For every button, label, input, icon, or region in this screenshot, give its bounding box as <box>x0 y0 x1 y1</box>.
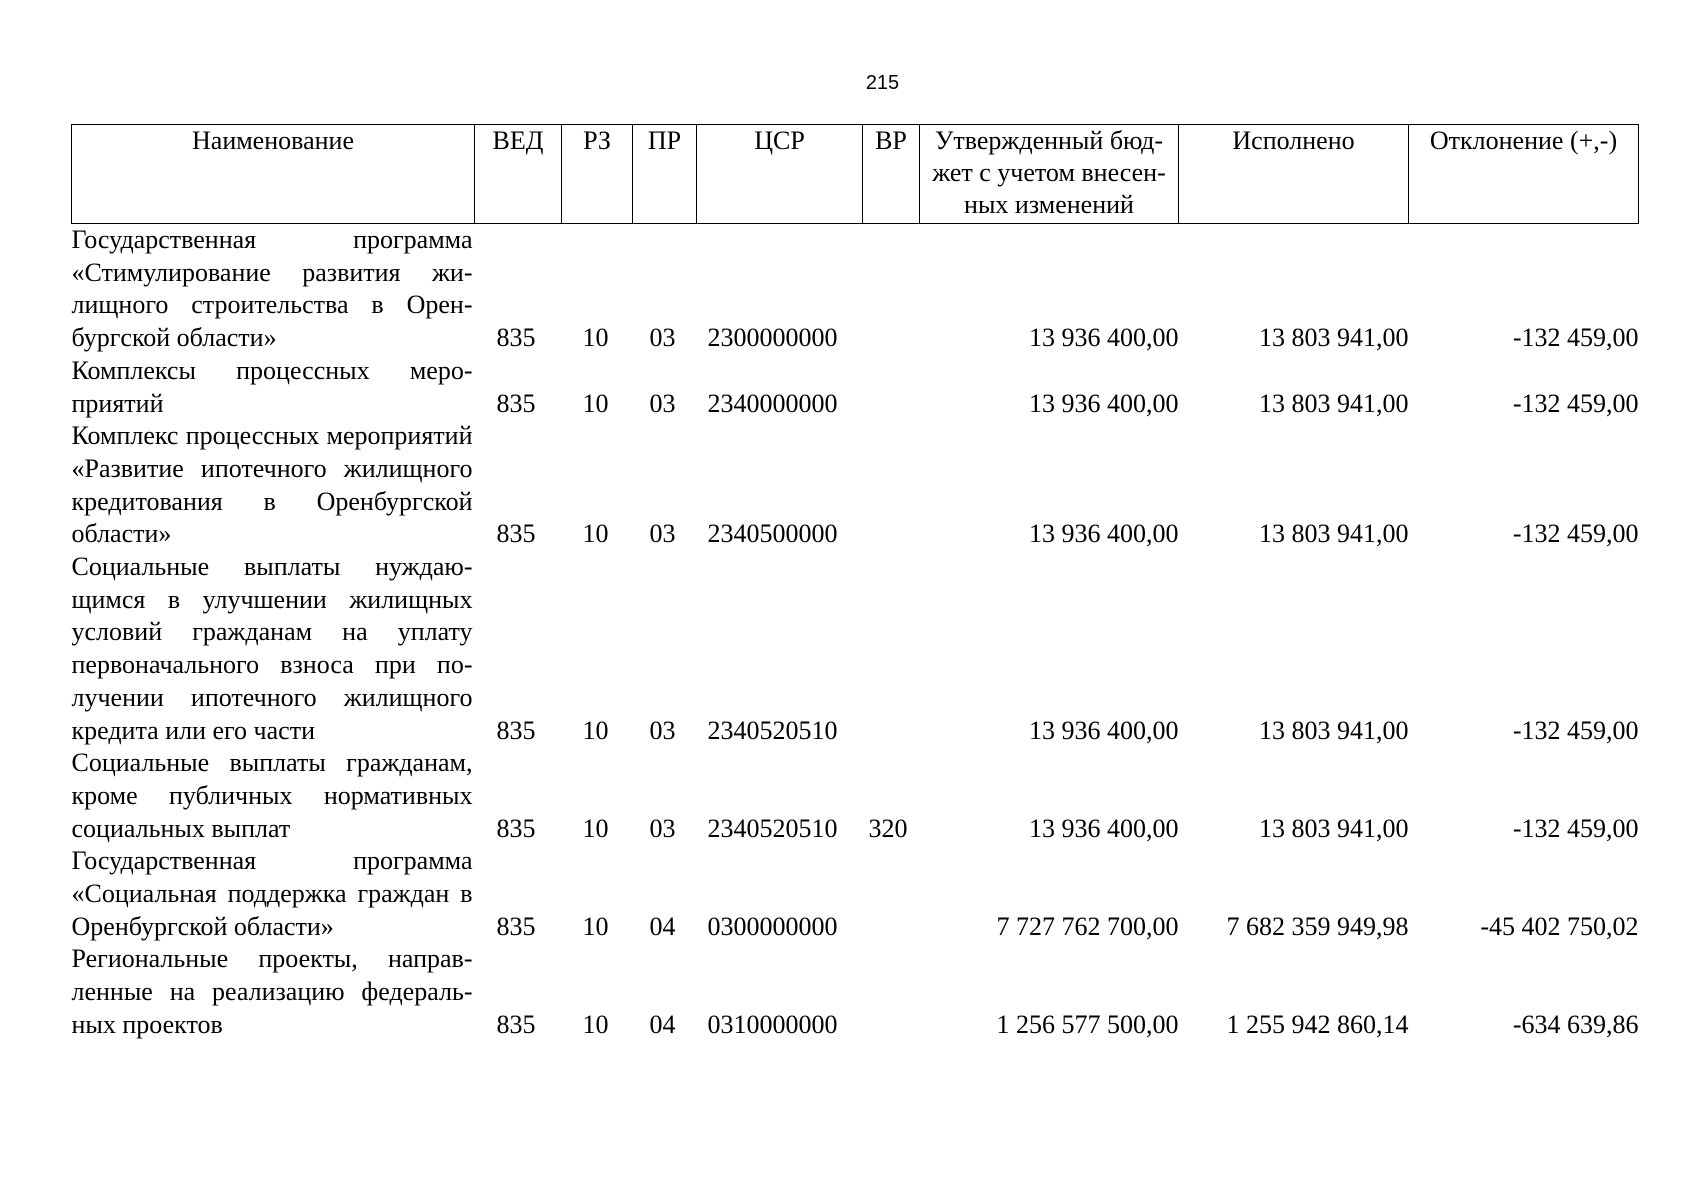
table-row <box>72 420 1639 551</box>
cell-name: Государственная программа «Социальная поддержка граждан в Оренбургской области» <box>71 846 473 941</box>
cell-rz: 10 <box>582 911 609 941</box>
cell-vr: 320 <box>868 813 908 843</box>
cell-ved: 835 <box>496 519 536 549</box>
cell-rz: 10 <box>582 519 609 549</box>
cell-executed: 1 255 942 860,14 <box>1226 1009 1409 1039</box>
header-approved-budget: Утвержденный бюд-жет с учетом внесен-ных изменений <box>920 125 1179 224</box>
table-row <box>72 943 1639 1041</box>
cell-pr: 03 <box>649 813 676 843</box>
cell-ved: 835 <box>496 813 536 843</box>
header-ved: ВЕД <box>475 125 562 224</box>
cell-csr: 2340000000 <box>707 388 838 418</box>
cell-deviation: -132 459,00 <box>1512 388 1639 418</box>
table-row <box>72 747 1639 845</box>
cell-ved: 835 <box>496 323 536 353</box>
cell-deviation: -45 402 750,02 <box>1480 911 1639 941</box>
header-name: Наименование <box>72 125 475 224</box>
cell-vr <box>863 943 920 1041</box>
header-deviation: Отклонение (+,-) <box>1409 125 1639 224</box>
cell-pr: 03 <box>649 323 676 353</box>
cell-executed: 13 803 941,00 <box>1259 519 1409 549</box>
table-row <box>72 551 1639 747</box>
cell-rz: 10 <box>582 715 609 745</box>
table-row <box>72 355 1639 420</box>
cell-pr: 03 <box>649 519 676 549</box>
cell-rz: 10 <box>582 323 609 353</box>
cell-deviation: -132 459,00 <box>1512 715 1639 745</box>
table-header-row <box>72 125 1639 224</box>
cell-deviation: -132 459,00 <box>1512 813 1639 843</box>
cell-name: Региональные проекты, направленные на реализацию федеральных проектов <box>71 944 473 1039</box>
cell-ved: 835 <box>496 911 536 941</box>
cell-approved: 1 256 577 500,00 <box>996 1009 1179 1039</box>
cell-csr: 0300000000 <box>707 911 838 941</box>
table-body <box>72 224 1639 1042</box>
cell-pr: 03 <box>649 388 676 418</box>
table-row <box>72 845 1639 943</box>
cell-executed: 13 803 941,00 <box>1259 715 1409 745</box>
cell-pr: 04 <box>649 1009 676 1039</box>
budget-table <box>71 124 1639 1042</box>
cell-name: Комплекс процессных мероприятий «Развитие ипотечного жилищного кредитования в Оренбургской области» <box>71 421 473 549</box>
cell-approved: 13 936 400,00 <box>1029 388 1179 418</box>
cell-vr <box>863 420 920 551</box>
cell-approved: 13 936 400,00 <box>1029 519 1179 549</box>
cell-vr <box>863 551 920 747</box>
cell-name: Социальные выплаты гражданам, кроме публичных нормативных социальных выплат <box>71 748 473 843</box>
header-csr: ЦСР <box>697 125 863 224</box>
cell-csr: 0310000000 <box>707 1009 838 1039</box>
cell-pr: 03 <box>649 715 676 745</box>
header-rz: РЗ <box>562 125 633 224</box>
cell-vr <box>863 224 920 355</box>
cell-executed: 13 803 941,00 <box>1259 323 1409 353</box>
cell-deviation: -132 459,00 <box>1512 519 1639 549</box>
cell-name: Государственная программа «Стимулирование развития жилищного строительства в Оренбургской области» <box>71 225 473 353</box>
cell-name: Социальные выплаты нуждающимся в улучшении жилищных условий гражданам на уплату первоначального взноса при получении ипотечного жилищного кредита или его части <box>71 552 473 745</box>
cell-rz: 10 <box>582 1009 609 1039</box>
cell-ved: 835 <box>496 715 536 745</box>
cell-executed: 13 803 941,00 <box>1259 388 1409 418</box>
cell-name: Комплексы процессных мероприятий <box>71 355 473 418</box>
cell-ved: 835 <box>496 1009 536 1039</box>
cell-csr: 2340500000 <box>707 519 838 549</box>
cell-pr: 04 <box>649 911 676 941</box>
table-row <box>72 224 1639 355</box>
cell-csr: 2340520510 <box>707 715 838 745</box>
header-vr: ВР <box>863 125 920 224</box>
cell-executed: 7 682 359 949,98 <box>1226 911 1409 941</box>
cell-csr: 2340520510 <box>707 813 838 843</box>
cell-approved: 13 936 400,00 <box>1029 323 1179 353</box>
cell-vr <box>863 355 920 420</box>
cell-executed: 13 803 941,00 <box>1259 813 1409 843</box>
cell-approved: 7 727 762 700,00 <box>996 911 1179 941</box>
cell-deviation: -132 459,00 <box>1512 323 1639 353</box>
header-pr: ПР <box>633 125 697 224</box>
header-executed: Исполнено <box>1179 125 1409 224</box>
cell-rz: 10 <box>582 813 609 843</box>
cell-ved: 835 <box>496 388 536 418</box>
cell-approved: 13 936 400,00 <box>1029 715 1179 745</box>
cell-approved: 13 936 400,00 <box>1029 813 1179 843</box>
cell-deviation: -634 639,86 <box>1512 1009 1639 1039</box>
cell-csr: 2300000000 <box>707 323 838 353</box>
cell-rz: 10 <box>582 388 609 418</box>
cell-vr <box>863 845 920 943</box>
page-number: 215 <box>865 72 900 94</box>
